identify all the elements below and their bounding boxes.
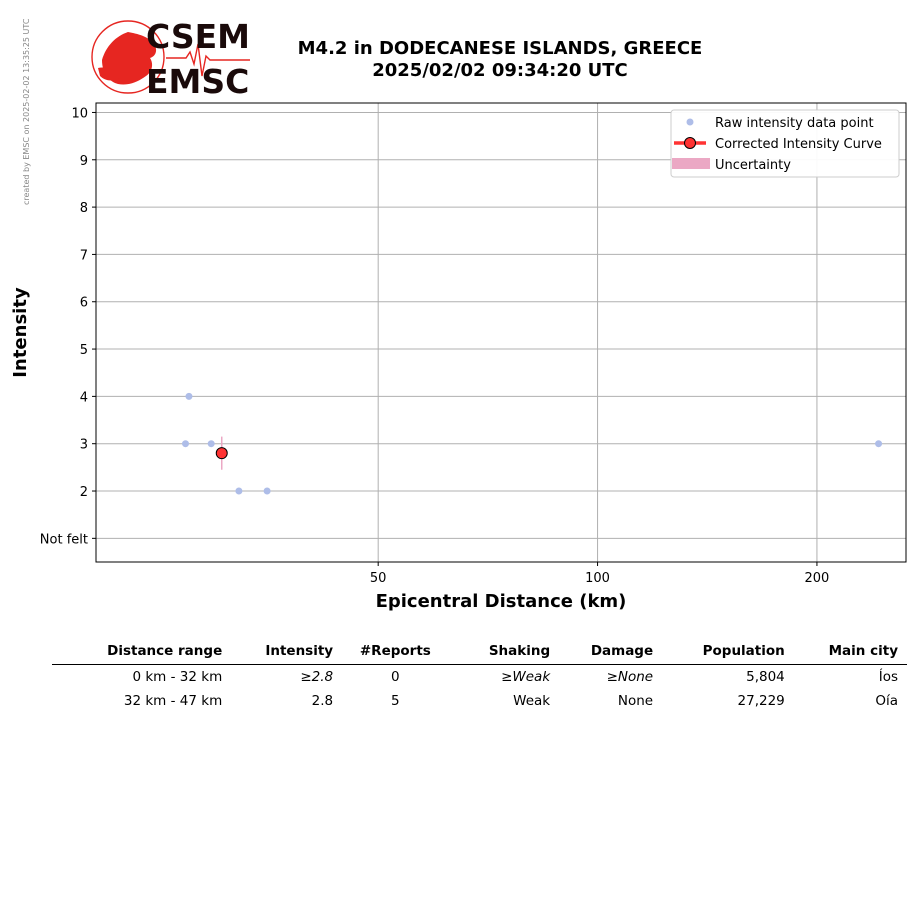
intensity-table [52, 643, 907, 713]
raw-data-point [182, 440, 189, 447]
x-tick-label: 200 [804, 571, 830, 586]
col-reports: #Reports [342, 643, 457, 665]
table-row [52, 665, 907, 690]
logo-bottom-text: EMSC [146, 62, 250, 98]
intensity-cell: ≥2.8 [300, 669, 334, 685]
y-tick-label: 10 [71, 106, 88, 122]
y-tick-label: 8 [79, 201, 88, 217]
x-axis-label: Epicentral Distance (km) [375, 591, 627, 612]
y-axis-label: Intensity [10, 287, 31, 378]
legend-corrected-marker [685, 138, 696, 149]
distance-cell: 32 km - 47 km [123, 693, 223, 709]
y-tick-label: 3 [79, 437, 88, 453]
col-main-city: Main city [794, 643, 907, 665]
y-tick-label: 6 [79, 295, 88, 311]
legend-corrected-label: Corrected Intensity Curve [715, 137, 882, 152]
creation-timestamp: created by EMSC on 2025-02-02 13:35:25 UTC [22, 18, 31, 205]
raw-data-point [208, 440, 215, 447]
y-tick-label: 5 [79, 343, 88, 359]
city-cell: Oía [875, 693, 898, 709]
legend-uncertainty-label: Uncertainty [715, 158, 791, 173]
legend-raw-marker [687, 119, 694, 126]
col-damage: Damage [559, 643, 662, 665]
col-intensity: Intensity [231, 643, 342, 665]
y-tick-label: 4 [79, 390, 88, 406]
corrected-intensity-point [216, 448, 227, 459]
logo-top-text: CSEM [146, 17, 250, 56]
x-tick-label: 50 [369, 571, 387, 586]
distance-cell: 0 km - 32 km [132, 669, 223, 685]
raw-data-point [235, 488, 242, 495]
city-cell: Íos [878, 669, 898, 685]
y-tick-label: 2 [79, 485, 88, 501]
damage-cell: ≥None [606, 669, 654, 685]
intensity-cell: 2.8 [311, 693, 334, 709]
table-row [52, 689, 907, 713]
shaking-cell: Weak [513, 693, 551, 709]
table-header-row [52, 643, 907, 665]
legend-raw-label: Raw intensity data point [715, 116, 874, 131]
raw-data-point [185, 393, 192, 400]
raw-data-point [264, 488, 271, 495]
shaking-cell: ≥Weak [501, 669, 551, 685]
population-cell: 5,804 [746, 669, 785, 685]
population-cell: 27,229 [737, 693, 785, 709]
reports-cell: 0 [391, 669, 400, 685]
col-distance: Distance range [52, 643, 231, 665]
reports-cell: 5 [391, 693, 400, 709]
title-line-1: M4.2 in DODECANESE ISLANDS, GREECE [297, 38, 703, 59]
col-shaking: Shaking [458, 643, 560, 665]
damage-cell: None [617, 693, 654, 709]
legend-uncertainty-swatch [672, 158, 710, 169]
title-line-2: 2025/02/02 09:34:20 UTC [372, 60, 628, 81]
y-tick-label: 9 [79, 153, 88, 169]
y-tick-label: Not felt [39, 532, 88, 548]
col-population: Population [662, 643, 794, 665]
raw-data-point [875, 440, 882, 447]
x-tick-label: 100 [585, 571, 610, 586]
y-tick-label: 7 [79, 248, 88, 264]
